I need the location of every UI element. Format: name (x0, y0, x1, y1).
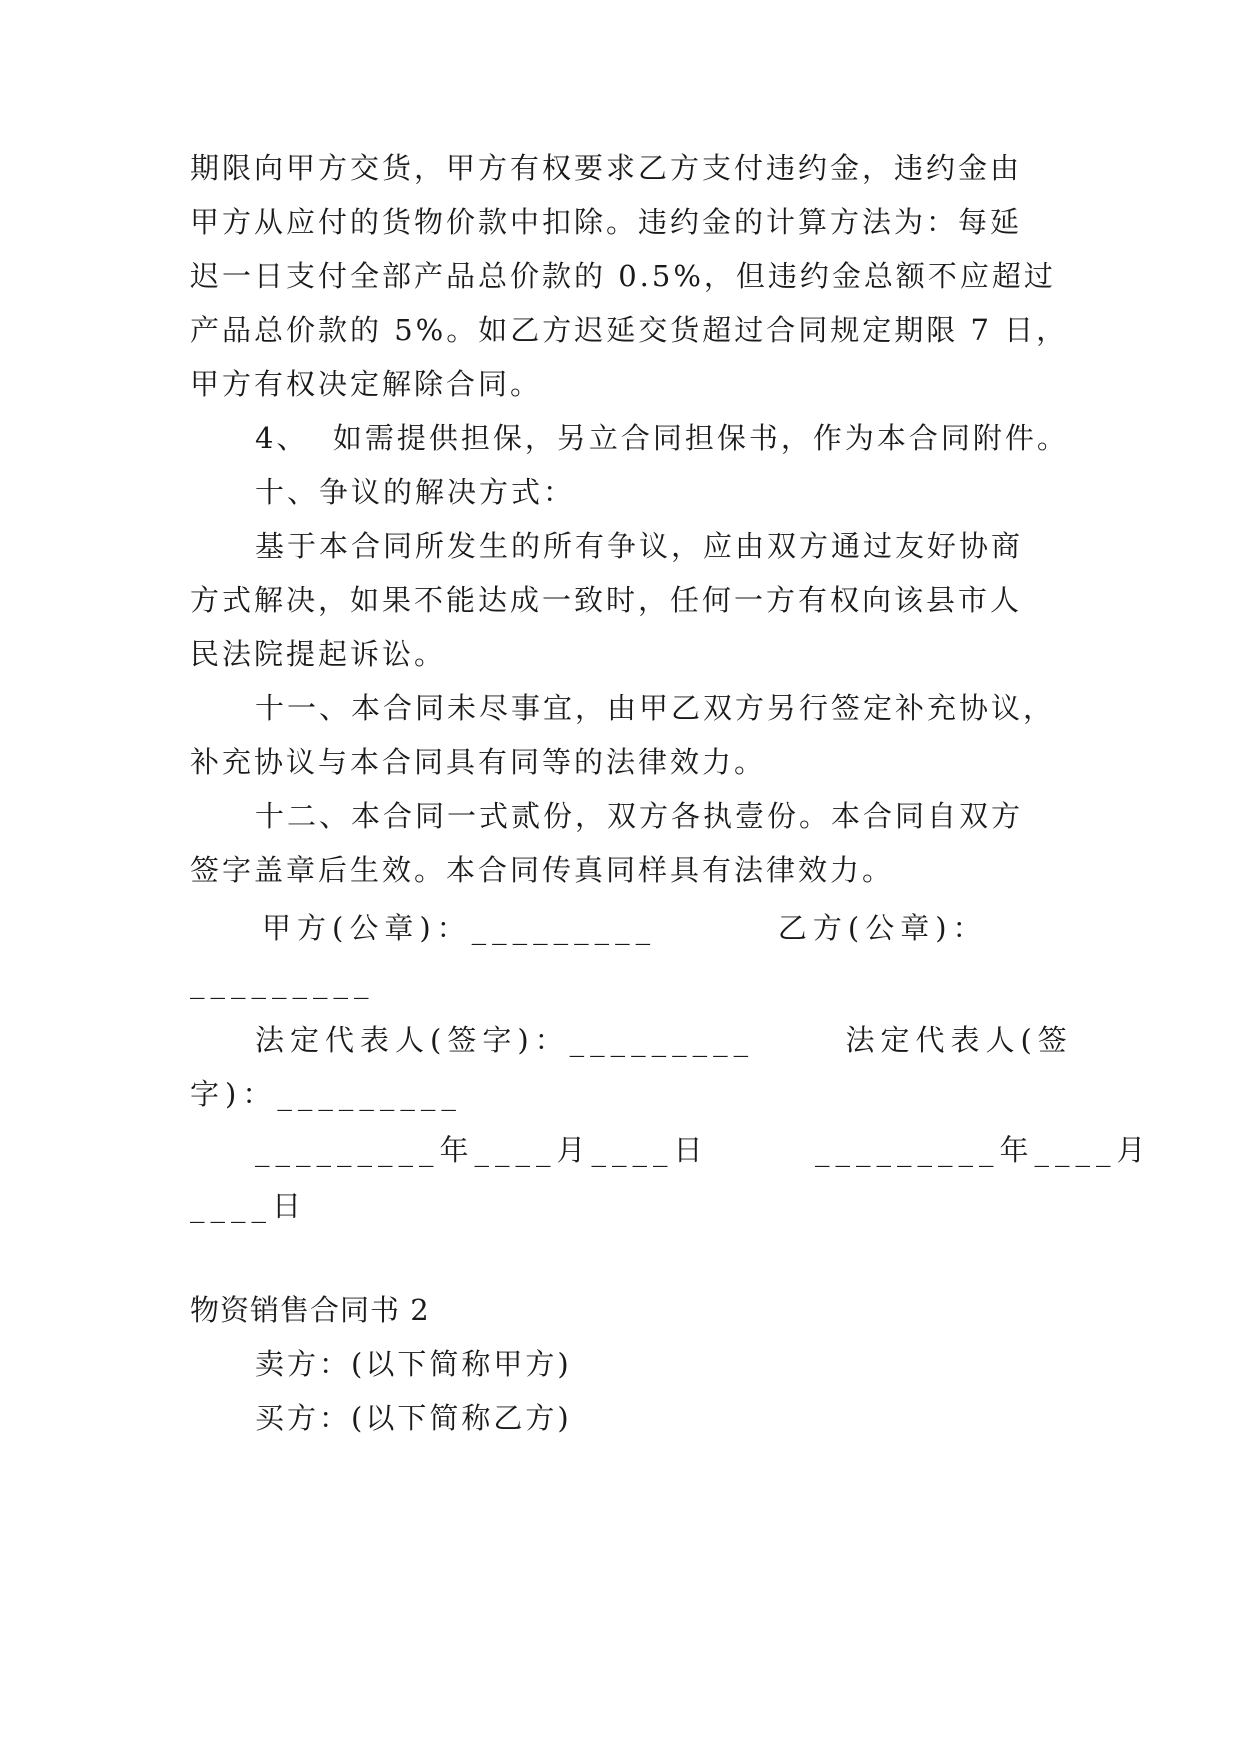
item-4: 4、 如需提供担保，另立合同担保书，作为本合同附件。 (255, 421, 1069, 455)
paragraph-line: 民法院提起诉讼。 (190, 637, 447, 671)
paragraph-line: 方式解决，如果不能达成一致时，任何一方有权向该县市人 (190, 583, 1023, 617)
paragraph-line: 迟一日支付全部产品总价款的 0.5%，但违约金总额不应超过 (190, 259, 1056, 293)
seal-line: 甲方(公章)：_________ 乙方(公章)： (262, 911, 988, 945)
paragraph-line: 甲方有权决定解除合同。 (190, 367, 543, 401)
paragraph-line: 补充协议与本合同具有同等的法律效力。 (190, 745, 767, 779)
date-line-continued: ____日 (190, 1189, 308, 1223)
contract-2-title: 物资销售合同书 2 (190, 1293, 430, 1327)
section-12: 十二、本合同一式贰份，双方各执壹份。本合同自双方 (255, 799, 1024, 833)
section-10-heading: 十、争议的解决方式： (255, 475, 576, 509)
representative-line-continued: 字)：_________ (190, 1077, 462, 1111)
paragraph-line: 基于本合同所发生的所有争议，应由双方通过友好协商 (255, 529, 1024, 563)
seller-line: 卖方：(以下简称甲方) (255, 1347, 572, 1381)
seal-line-continued: _________ (190, 965, 375, 999)
paragraph-line: 期限向甲方交货，甲方有权要求乙方支付违约金，违约金由 (190, 151, 1023, 185)
paragraph-line: 甲方从应付的货物价款中扣除。违约金的计算方法为：每延 (190, 205, 1023, 239)
paragraph-line: 签字盖章后生效。本合同传真同样具有法律效力。 (190, 853, 895, 887)
paragraph-line: 产品总价款的 5%。如乙方迟延交货超过合同规定期限 7 日， (190, 313, 1069, 347)
section-11: 十一、本合同未尽事宜，由甲乙双方另行签定补充协议， (255, 691, 1056, 725)
buyer-line: 买方：(以下简称乙方) (255, 1401, 572, 1435)
representative-line: 法定代表人(签字)：_________ 法定代表人(签 (255, 1023, 1073, 1057)
date-line: _________年____月____日 _________年____月 (255, 1133, 1152, 1167)
